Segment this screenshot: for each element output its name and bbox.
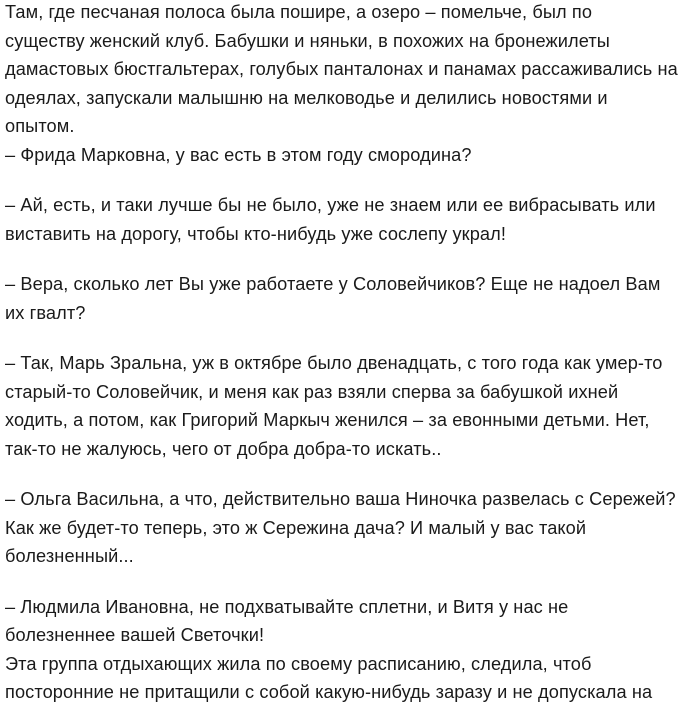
article-text — [5, 0, 697, 707]
paragraph-currants-reply: – Ай, есть, и таки лучше бы не было, уже не знаем или ее вибрасывать или виставить на дорогу, чтобы кто-нибудь уже сослепу украл! — [5, 195, 656, 244]
paragraph-gap — [5, 169, 697, 191]
paragraph-olga-question: – Ольга Васильна, а что, действительно ваша Ниночка развелась с Сережей? Как же будет-то теперь, это ж Сережина дача? И малый у вас такой болезненный... — [5, 489, 676, 566]
paragraph-ludmila-reply: – Людмила Ивановна, не подхватывайте сплетни, и Витя у нас не болезненнее вашей Светочки! Эта группа отдыхающих жила по своему расписанию, следила, чтоб посторонние не притащили с собой какую-нибудь заразу и не допускала на — [5, 596, 653, 702]
paragraph-gap — [5, 463, 697, 485]
paragraph-gap — [5, 248, 697, 270]
paragraph-vera-question: – Вера, сколько лет Вы уже работаете у Соловейчиков? Еще не надоел Вам их гвалт? — [5, 274, 661, 323]
paragraph-vera-reply: – Так, Марь Зральна, уж в октябре было двенадцать, с того года как умер-то старый-то Соловейчик, и меня как раз взяли сперва за бабушкой ихней ходить, а потом, как Григорий Маркыч женился – за евонными детьми. Нет, так-то не жалуюсь, чего от добра добра-то искать.. — [5, 353, 663, 459]
paragraph-beach-club: Там, где песчаная полоса была пошире, а озеро – помельче, был по существу женский клуб. Бабушки и няньки, в похожих на бронежилеты дамастовых бюстгальтерах, голубых панталонах и панамах рассаживались на одеялах, запускали малышню на мелководье и делились новостями и опытом. – Фрида Марковна, у вас есть в этом году смородина? — [5, 2, 678, 165]
paragraph-gap — [5, 327, 697, 349]
paragraph-gap — [5, 571, 697, 593]
